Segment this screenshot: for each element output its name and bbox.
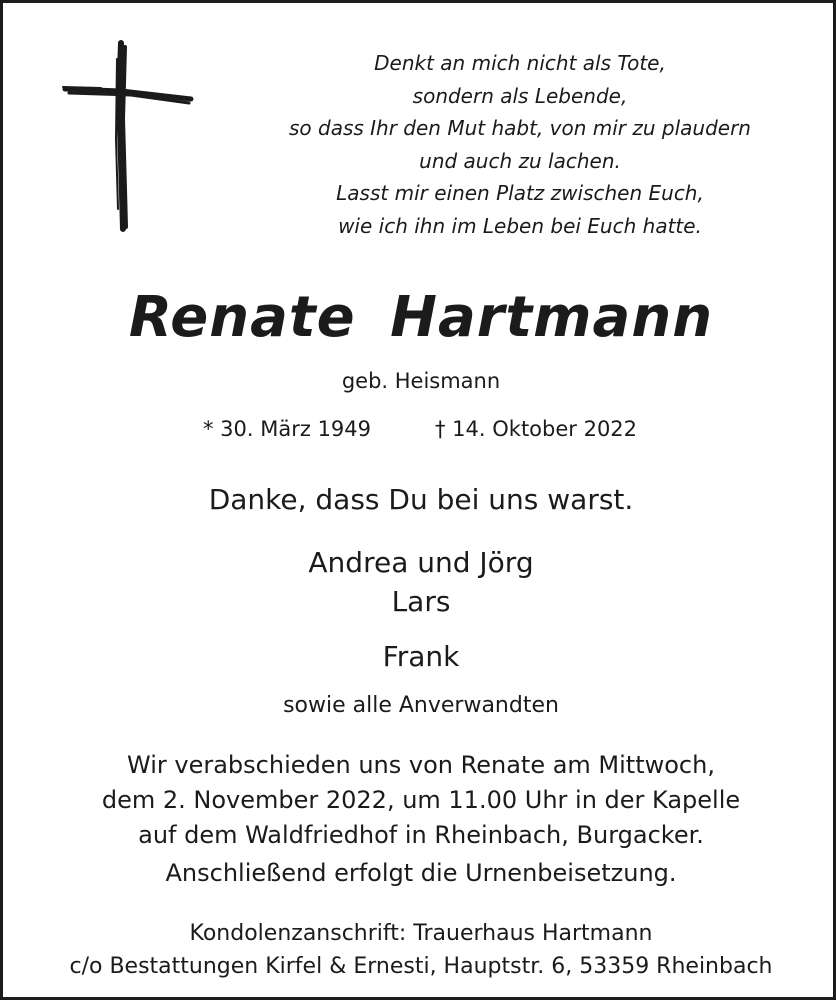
ceremony-details	[3, 748, 836, 853]
family-line: Andrea und Jörg	[308, 546, 534, 579]
family-line: Lars	[391, 585, 451, 618]
death-date: † 14. Oktober 2022	[435, 417, 638, 441]
birth-name: geb. Heismann	[341, 369, 501, 393]
ceremony-line: Wir verabschieden uns von Renate am Mittwoch,	[127, 751, 715, 779]
family-line: Frank	[382, 640, 460, 673]
birth-date: * 30. März 1949	[203, 417, 372, 441]
urn-burial-line: Anschließend erfolgt die Urnenbeisetzung.	[165, 859, 677, 887]
poem-line: so dass Ihr den Mut habt, von mir zu plaudern	[288, 116, 751, 140]
thanks-line: Danke, dass Du bei uns warst.	[208, 483, 634, 516]
poem-line: und auch zu lachen.	[419, 148, 621, 173]
poem-line: sondern als Lebende,	[412, 83, 628, 108]
condolence-line: Kondolenzanschrift: Trauerhaus Hartmann	[189, 921, 653, 946]
ceremony-line: auf dem Waldfriedhof in Rheinbach, Burgacker.	[138, 821, 704, 849]
relatives-line: sowie alle Anverwandten	[283, 693, 559, 718]
condolence-address	[3, 917, 836, 983]
condolence-line: c/o Bestattungen Kirfel & Ernesti, Hauptstr. 6, 53359 Rheinbach	[69, 954, 773, 979]
poem-line: wie ich ihn im Leben bei Euch hatte.	[338, 213, 702, 238]
poem-line: Denkt an mich nicht als Tote,	[374, 51, 666, 75]
poem-line: Lasst mir einen Platz zwischen Euch,	[336, 181, 704, 205]
ceremony-line: dem 2. November 2022, um 11.00 Uhr in der Kapelle	[101, 786, 741, 814]
memorial-poem	[265, 47, 775, 242]
deceased-name: Renate Hartmann	[128, 285, 714, 350]
cross-icon	[61, 39, 196, 234]
